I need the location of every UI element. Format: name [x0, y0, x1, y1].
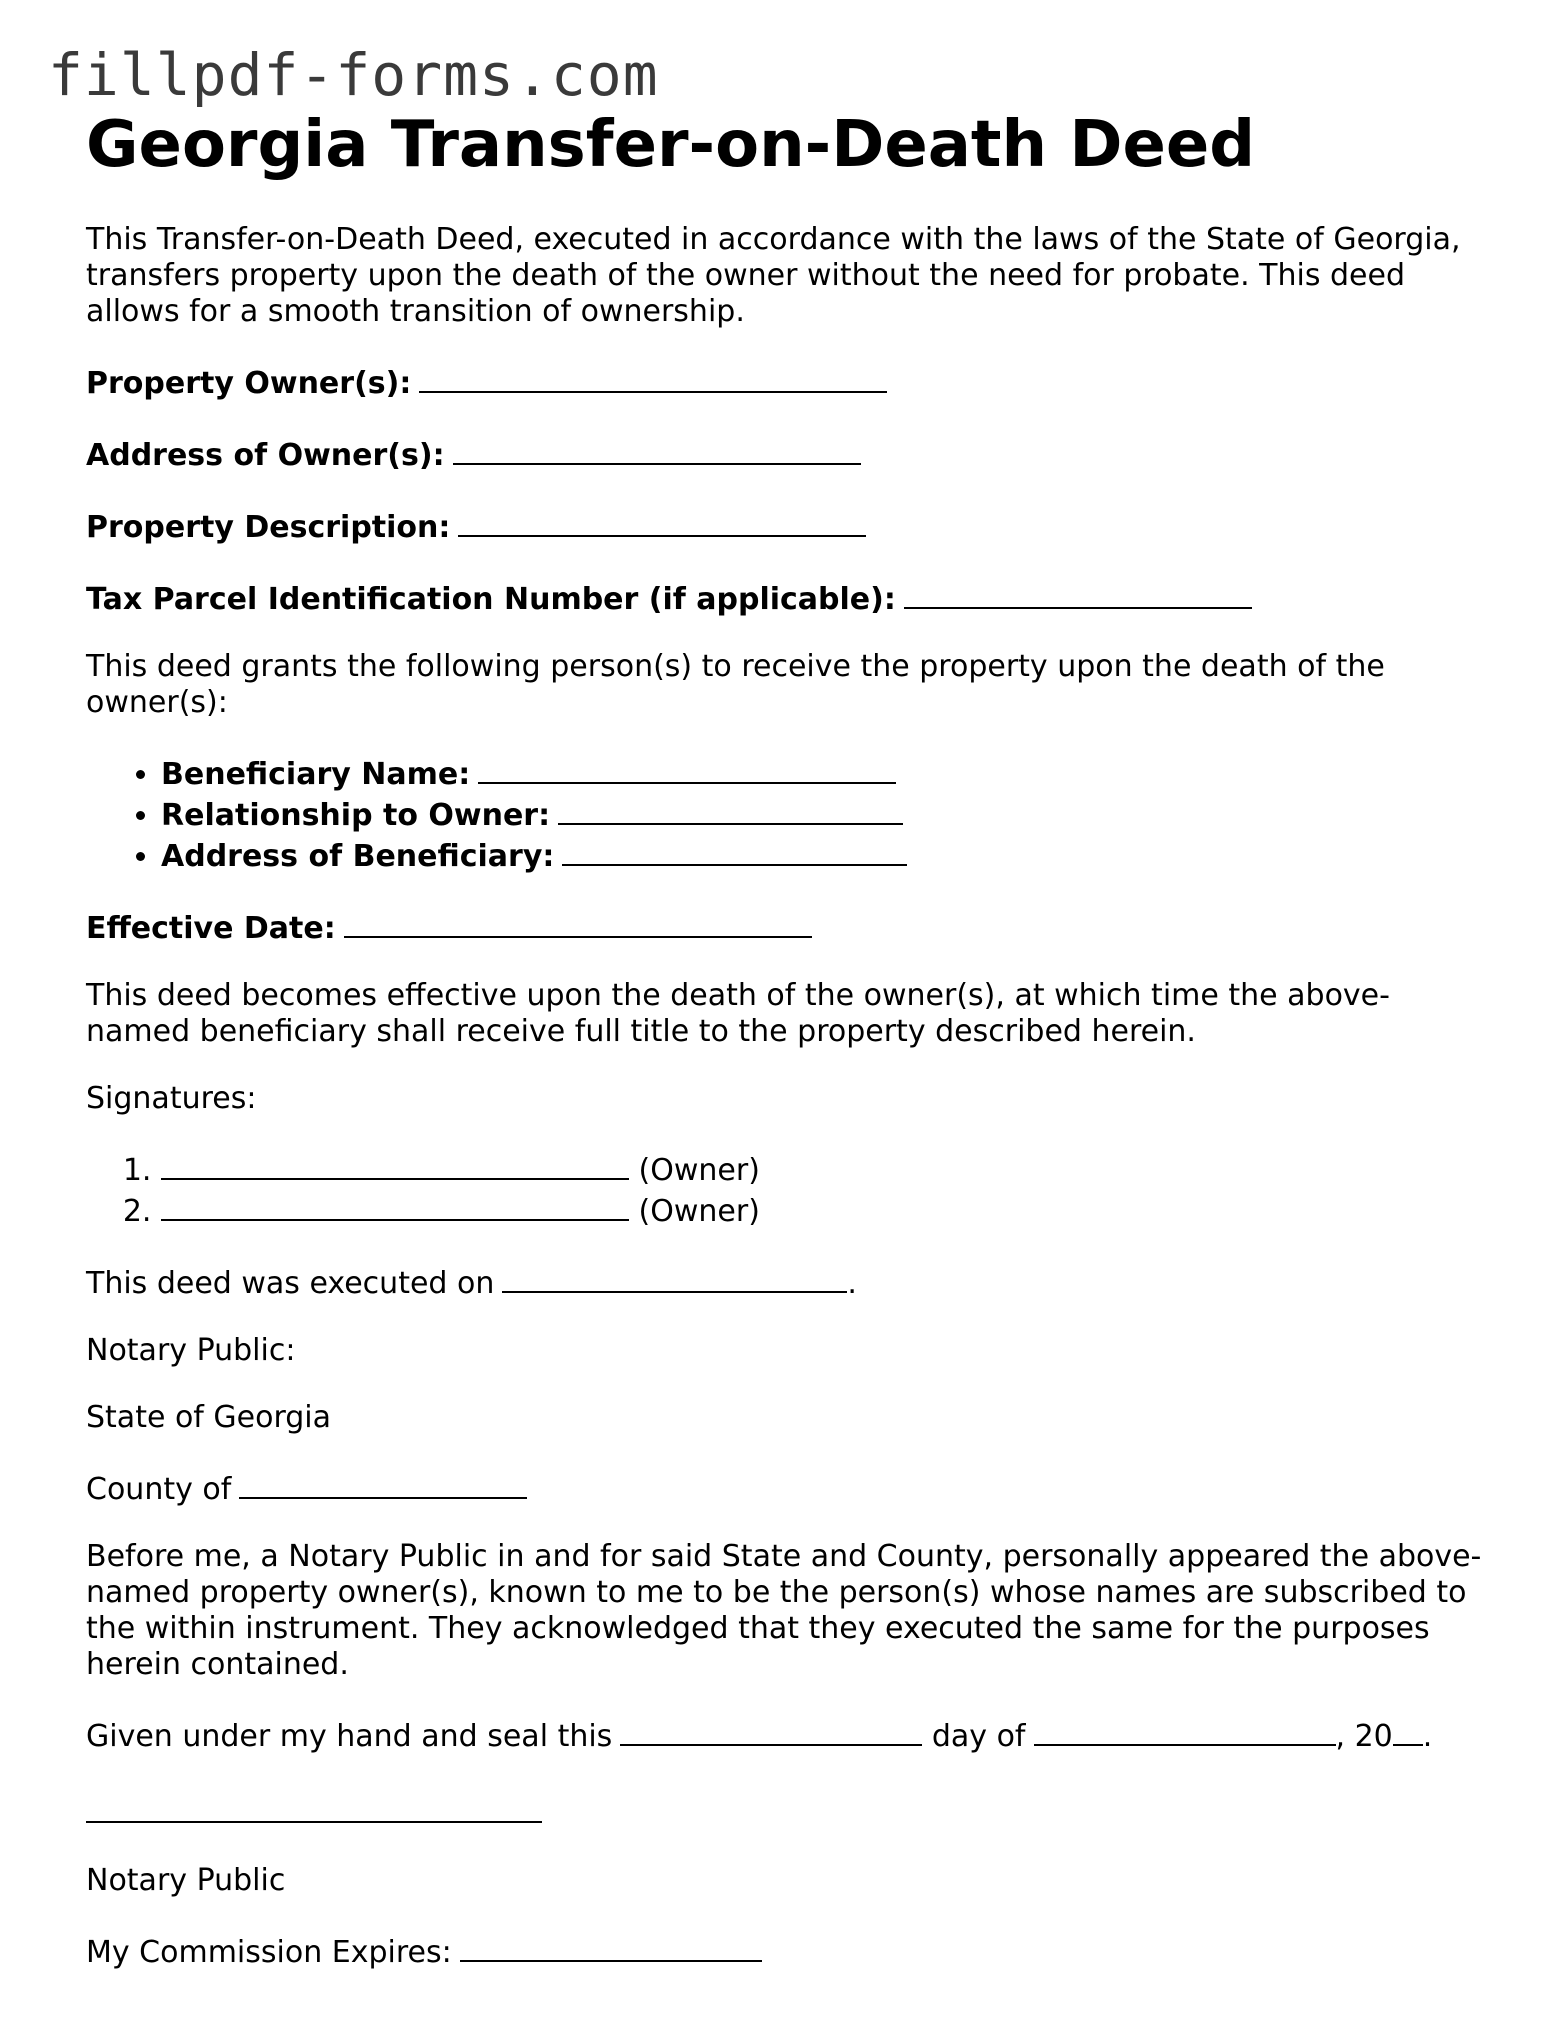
given-year-blank[interactable] [1393, 1714, 1423, 1746]
year-prefix: , 20 [1335, 1719, 1393, 1755]
relationship-blank[interactable] [558, 793, 903, 825]
property-owners-blank[interactable] [419, 361, 887, 393]
intro-paragraph: This Transfer-on-Death Deed, executed in accordance with the laws of the State of Georgia, transfers property upon the death of the owner without the need for probate. This deed allows for a smooth transition of ownership. [86, 222, 1461, 330]
address-of-owners-field [86, 433, 1486, 474]
effective-paragraph: This deed becomes effective upon the death of the owner(s), at which time the above-named beneficiary shall receive full title to the property described herein. [86, 978, 1390, 1050]
watermark-logo: fillpdf-forms.com [48, 41, 659, 109]
county-blank[interactable] [239, 1467, 527, 1499]
notary-paragraph: Before me, a Notary Public in and for said State and County, personally appeared the above-named property owner(s), known to me to be the person(s) whose names are subscribed to the within instrument. They acknowledged that they executed the same for the purposes herein contained. [86, 1539, 1482, 1683]
beneficiary-address-label: Address of Beneficiary: [161, 839, 555, 875]
effective-date-field [86, 906, 1486, 947]
grants-paragraph: This deed grants the following person(s) to receive the property upon the death of the owner(s): [86, 649, 1385, 721]
given-under-line: Given under my hand and seal this day of , 20 . [86, 1714, 1486, 1755]
address-of-owners-blank[interactable] [453, 433, 861, 465]
given-month-blank[interactable] [1034, 1714, 1336, 1746]
day-of-label: day of [931, 1719, 1026, 1755]
given-under-label: Given under my hand and seal this [86, 1719, 613, 1755]
effective-date-label: Effective Date: [86, 911, 336, 947]
commission-expires-label: My Commission Expires: [86, 1935, 452, 1971]
signature-line-1 [161, 1148, 1486, 1189]
beneficiary-list [86, 752, 1486, 875]
relationship-label: Relationship to Owner: [161, 798, 551, 834]
document-title: Georgia Transfer-on-Death Deed [86, 108, 1256, 182]
given-day-blank[interactable] [620, 1714, 922, 1746]
signature-blank-2[interactable] [161, 1189, 629, 1221]
signatures-label: Signatures: [86, 1081, 257, 1117]
property-owners-field [86, 361, 1486, 402]
tax-parcel-label: Tax Parcel Identification Number (if applicable): [86, 582, 896, 618]
notary-public-caption: Notary Public [86, 1863, 286, 1899]
property-owners-label: Property Owner(s): [86, 366, 412, 402]
beneficiary-address-item [161, 834, 1486, 875]
document-page [86, 110, 1486, 2002]
property-description-field [86, 505, 1486, 546]
owner-suffix-1: (Owner) [638, 1153, 760, 1189]
notary-signature-blank[interactable] [86, 1791, 542, 1823]
beneficiary-name-label: Beneficiary Name: [161, 757, 471, 793]
county-line [86, 1467, 1486, 1508]
executed-on-blank[interactable] [502, 1261, 847, 1293]
relationship-item [161, 793, 1486, 834]
county-label: County of [86, 1472, 232, 1508]
address-of-owners-label: Address of Owner(s): [86, 438, 445, 474]
beneficiary-name-item [161, 752, 1486, 793]
notary-public-heading: Notary Public: [86, 1333, 296, 1369]
effective-date-blank[interactable] [344, 906, 812, 938]
commission-expires-blank[interactable] [460, 1930, 762, 1962]
executed-on-label: This deed was executed on [86, 1266, 495, 1302]
owner-suffix-2: (Owner) [638, 1194, 760, 1230]
signature-list [86, 1148, 1486, 1230]
notary-signature-line [86, 1791, 1486, 1832]
beneficiary-name-blank[interactable] [478, 752, 896, 784]
commission-expires-line [86, 1930, 1486, 1971]
signature-blank-1[interactable] [161, 1148, 629, 1180]
beneficiary-address-blank[interactable] [562, 834, 907, 866]
executed-on-line: This deed was executed on . [86, 1261, 1486, 1302]
tax-parcel-field [86, 577, 1486, 618]
signature-line-2 [161, 1189, 1486, 1230]
property-description-blank[interactable] [458, 505, 866, 537]
tax-parcel-blank[interactable] [904, 577, 1252, 609]
property-description-label: Property Description: [86, 510, 451, 546]
state-line: State of Georgia [86, 1400, 332, 1436]
